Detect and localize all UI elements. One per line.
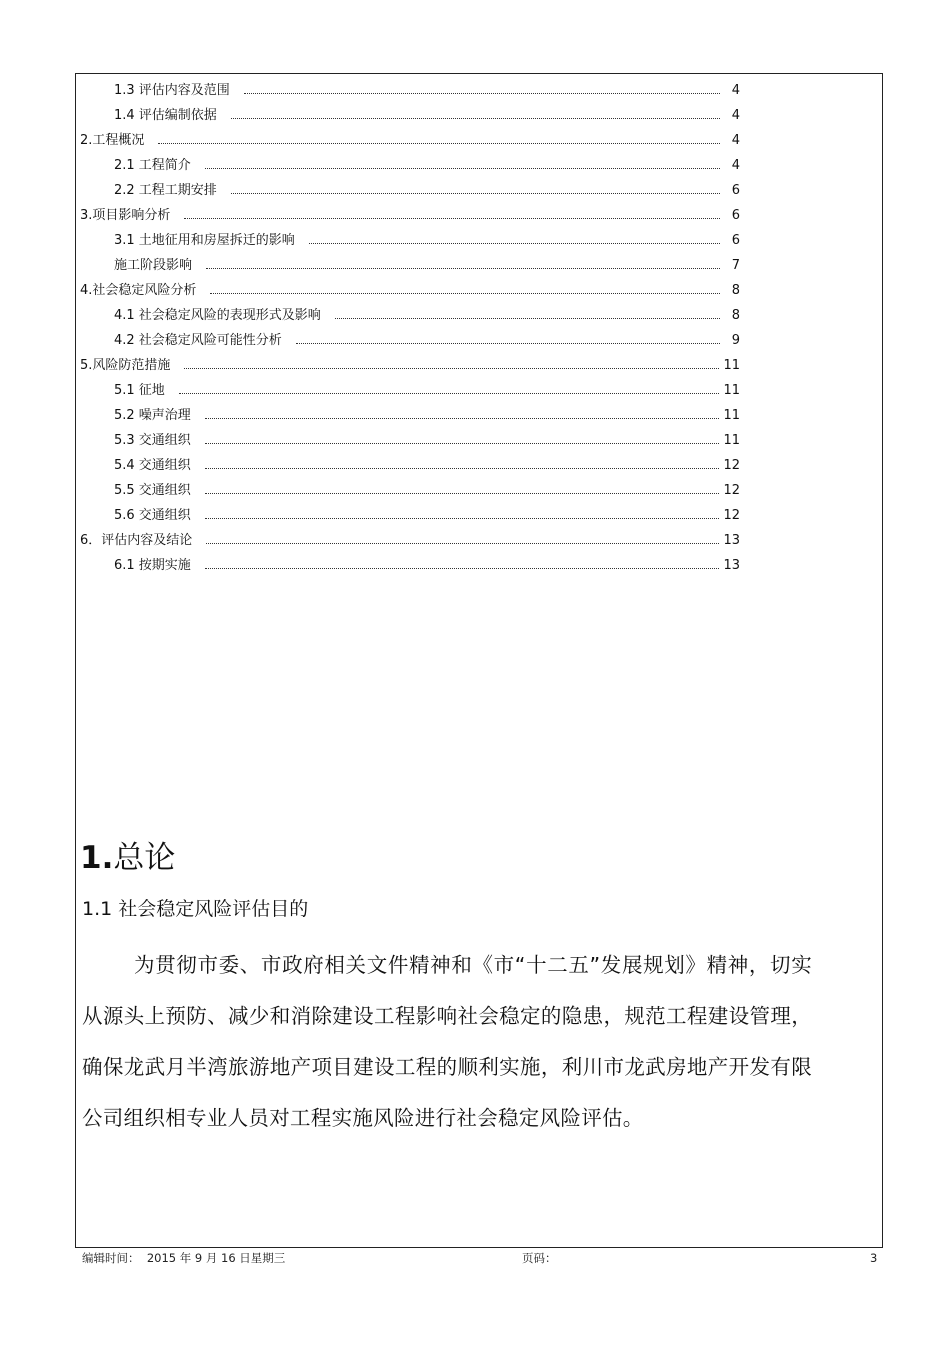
- toc-entry-label: 4.1 社会稳定风险的表现形式及影响: [114, 308, 321, 323]
- toc-entry[interactable]: [80, 228, 740, 253]
- toc-entry-label: 3.1 土地征用和房屋拆迁的影响: [114, 233, 295, 248]
- toc-entry[interactable]: [80, 153, 740, 178]
- toc-leader-dots: [244, 93, 720, 94]
- toc-entry[interactable]: [80, 328, 740, 353]
- chapter-heading: [80, 836, 175, 880]
- toc-entry[interactable]: [80, 78, 740, 103]
- toc-leader-dots: [309, 243, 720, 244]
- toc-entry[interactable]: [80, 353, 740, 378]
- toc-entry-label: 5.风险防范措施: [80, 358, 171, 373]
- toc-entry-label: 5.1 征地: [114, 383, 165, 398]
- toc-entry-page: 8: [731, 308, 740, 323]
- toc-leader-dots: [335, 318, 720, 319]
- toc-entry[interactable]: [80, 553, 740, 578]
- chapter-title: 总论: [113, 840, 176, 876]
- toc-entry-page: 4: [731, 158, 740, 173]
- toc-entry-page: 12: [723, 508, 740, 523]
- toc-entry-label: 2.2 工程工期安排: [114, 183, 217, 198]
- toc-entry-page: 4: [731, 83, 740, 98]
- toc-leader-dots: [296, 343, 720, 344]
- toc-entry-label: 3.项目影响分析: [80, 208, 171, 223]
- footer-edit-time-label: 编辑时间：: [82, 1251, 140, 1265]
- body-paragraph: 为贯彻市委、市政府相关文件精神和《市“十二五”发展规划》精神，切实从源头上预防、减少和消除建设工程影响社会稳定的隐患，规范工程建设管理，确保龙武月半湾旅游地产项目建设工程的顺利实施，利川市龙武房地产开发有限公司组织相专业人员对工程实施风险进行社会稳定风险评估。: [82, 953, 812, 1130]
- toc-entry-label: 施工阶段影响: [114, 258, 193, 273]
- toc-entry-label: 5.3 交通组织: [114, 433, 191, 448]
- toc-entry-page: 8: [731, 283, 740, 298]
- toc-entry-label: 4.2 社会稳定风险可能性分析: [114, 333, 282, 348]
- toc-leader-dots: [205, 168, 720, 169]
- toc-entry-label: 6．评估内容及结论: [80, 533, 193, 548]
- toc-entry[interactable]: [80, 503, 740, 528]
- toc-leader-dots: [179, 393, 720, 394]
- toc-leader-dots: [206, 543, 719, 544]
- toc-entry[interactable]: [80, 378, 740, 403]
- toc-entry[interactable]: [80, 403, 740, 428]
- toc-entry-page: 6: [731, 183, 740, 198]
- toc-entry-page: 4: [731, 133, 740, 148]
- toc-entry[interactable]: [80, 128, 740, 153]
- toc-entry-page: 11: [723, 408, 740, 423]
- toc-leader-dots: [205, 568, 720, 569]
- toc-leader-dots: [205, 443, 720, 444]
- toc-entry-page: 11: [723, 433, 740, 448]
- toc-leader-dots: [205, 518, 720, 519]
- toc-entry-label: 5.2 噪声治理: [114, 408, 191, 423]
- toc-entry-label: 5.6 交通组织: [114, 508, 191, 523]
- footer-page-number: 3: [870, 1251, 878, 1265]
- section-heading: 1.1 社会稳定风险评估目的: [82, 898, 309, 920]
- toc-entry-page: 11: [723, 383, 740, 398]
- toc-entry-page: 6: [731, 208, 740, 223]
- toc-entry-label: 5.5 交通组织: [114, 483, 191, 498]
- footer-edit-time: [82, 1249, 285, 1267]
- toc-entry[interactable]: [80, 478, 740, 503]
- toc-entry-label: 1.3 评估内容及范围: [114, 83, 230, 98]
- footer-edit-time-value: 2015 年 9 月 16 日星期三: [146, 1251, 286, 1265]
- chapter-number: 1.: [80, 840, 114, 876]
- toc-entry[interactable]: [80, 178, 740, 203]
- toc-entry-page: 7: [731, 258, 740, 273]
- toc-leader-dots: [231, 193, 720, 194]
- toc-leader-dots: [206, 268, 720, 269]
- toc-entry-page: 13: [723, 533, 740, 548]
- toc-leader-dots: [205, 468, 720, 469]
- footer-page-label: 页码：: [522, 1251, 557, 1265]
- toc-leader-dots: [205, 418, 720, 419]
- toc-entry-page: 9: [731, 333, 740, 348]
- toc-entry-page: 4: [731, 108, 740, 123]
- toc-entry-page: 12: [723, 483, 740, 498]
- toc-entry-label: 4.社会稳定风险分析: [80, 283, 197, 298]
- toc-entry[interactable]: [80, 203, 740, 228]
- toc-entry[interactable]: [80, 103, 740, 128]
- toc-leader-dots: [184, 368, 719, 369]
- toc-entry[interactable]: [80, 253, 740, 278]
- toc-entry-page: 11: [723, 358, 740, 373]
- toc-entry-page: 13: [723, 558, 740, 573]
- toc-leader-dots: [158, 143, 720, 144]
- toc-entry[interactable]: [80, 428, 740, 453]
- toc-entry[interactable]: [80, 278, 740, 303]
- toc-entry[interactable]: [80, 303, 740, 328]
- toc-leader-dots: [231, 118, 720, 119]
- toc-entry[interactable]: [80, 453, 740, 478]
- toc-entry-label: 2.1 工程简介: [114, 158, 191, 173]
- toc-leader-dots: [184, 218, 720, 219]
- toc-entry[interactable]: [80, 528, 740, 553]
- toc-entry-page: 6: [731, 233, 740, 248]
- toc-leader-dots: [205, 493, 720, 494]
- table-of-contents: [80, 78, 740, 578]
- toc-entry-label: 5.4 交通组织: [114, 458, 191, 473]
- toc-entry-label: 6.1 按期实施: [114, 558, 191, 573]
- toc-entry-page: 12: [723, 458, 740, 473]
- toc-leader-dots: [210, 293, 720, 294]
- toc-entry-label: 1.4 评估编制依据: [114, 108, 217, 123]
- toc-entry-label: 2.工程概况: [80, 133, 145, 148]
